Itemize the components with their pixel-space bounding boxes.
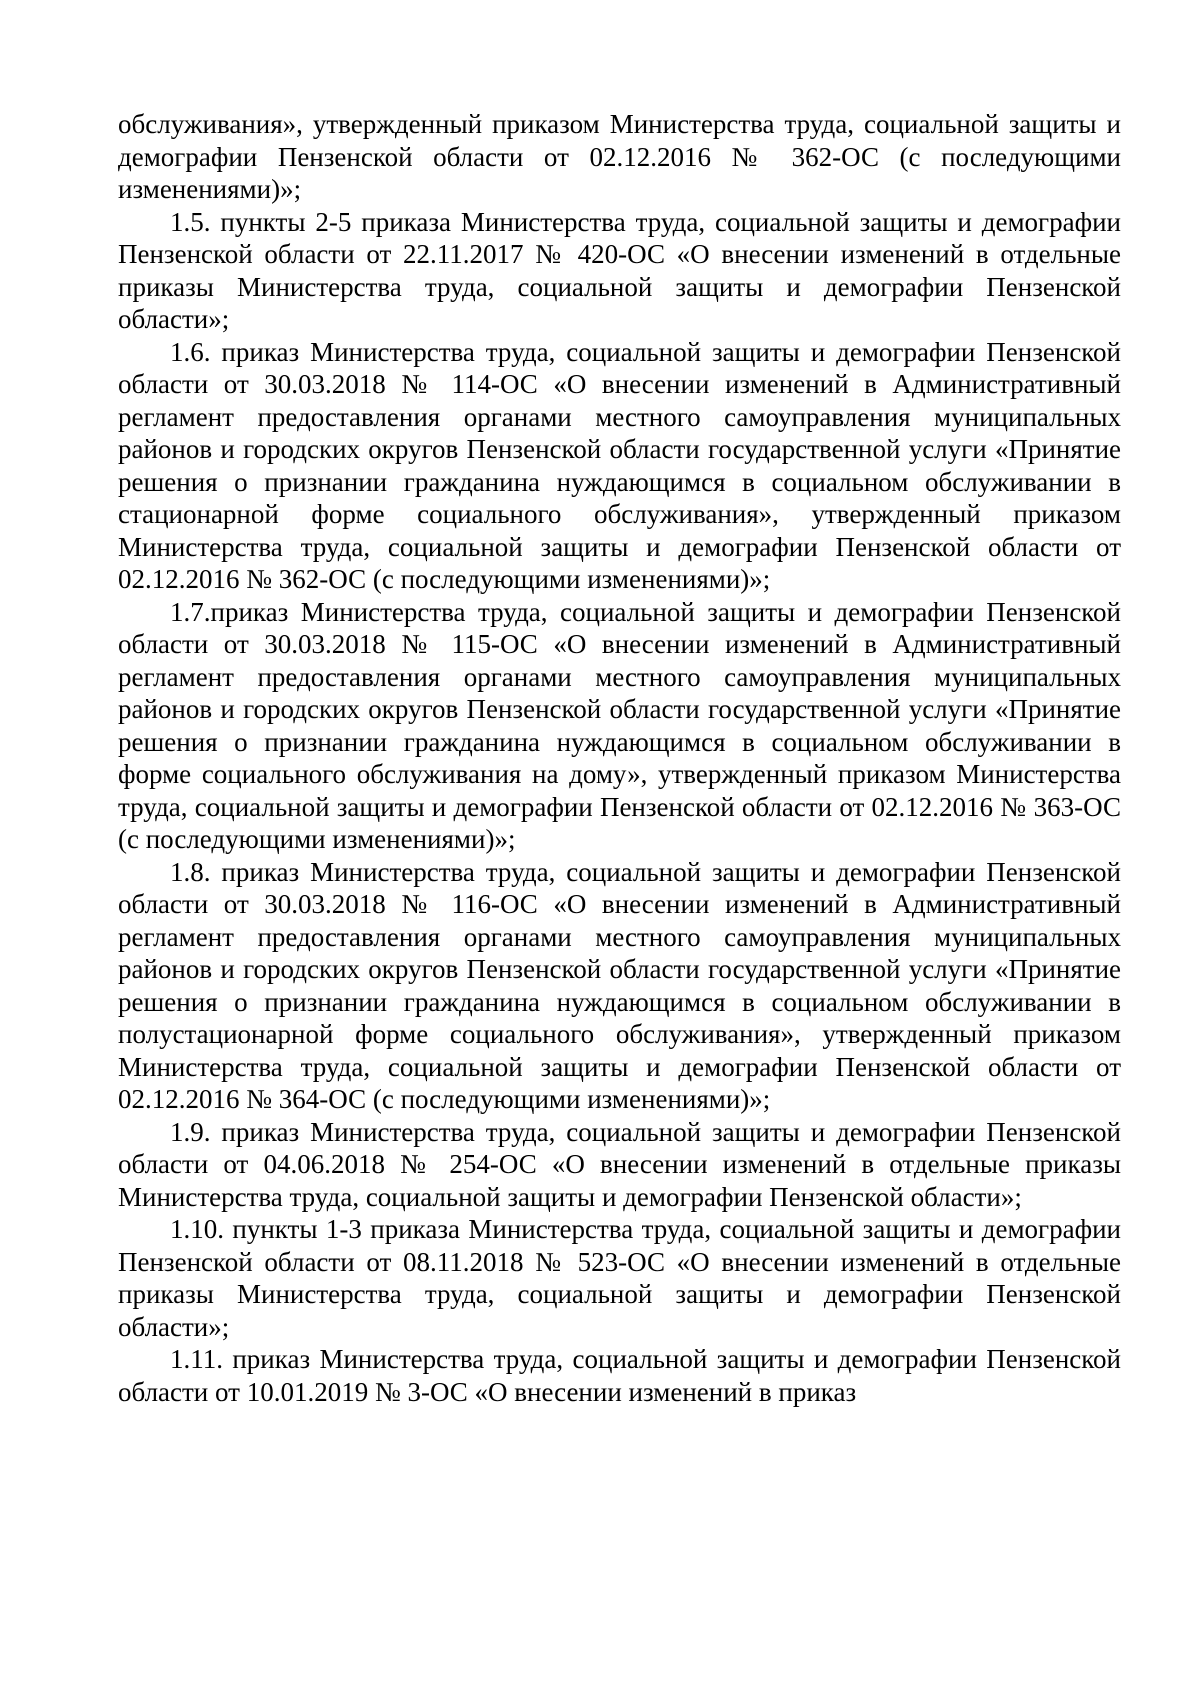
paragraph-1-8: 1.8. приказ Министерства труда, социальной защиты и демографии Пензенской области от 30.03.2018 № 116-ОС «О внесении изменений в Административный регламент предоставления органами местного самоуправления муниципальных районов и городских округов Пензенской области государственной услуги «Принятие решения о признании гражданина нуждающимся в социальном обслуживании в полустационарной форме социального обслуживания», утвержденный приказом Министерства труда, социальной защиты и демографии Пензенской области от 02.12.2016 № 364-ОС (с последующими изменениями)»; (118, 856, 1121, 1114)
continuation-paragraph: обслуживания», утвержденный приказом Министерства труда, социальной защиты и демографии Пензенской области от 02.12.2016 № 362-ОС (с последующими изменениями)»; (118, 109, 1121, 204)
paragraph-1-7: 1.7.приказ Министерства труда, социальной защиты и демографии Пензенской области от 30.03.2018 № 115-ОС «О внесении изменений в Административный регламент предоставления органами местного самоуправления муниципальных районов и городских округов Пензенской области государственной услуги «Принятие решения о признании гражданина нуждающимся в социальном обслуживании в форме социального обслуживания на дому», утвержденный приказом Министерства труда, социальной защиты и демографии Пензенской области от 02.12.2016 № 363-ОС (с последующими изменениями)»; (118, 596, 1121, 854)
document-body (118, 108, 1121, 1408)
paragraph-1-11: 1.11. приказ Министерства труда, социальной защиты и демографии Пензенской области от 10.01.2019 № 3-ОС «О внесении изменений в приказ (118, 1344, 1121, 1407)
paragraph-1-10: 1.10. пункты 1-3 приказа Министерства труда, социальной защиты и демографии Пензенской области от 08.11.2018 № 523-ОС «О внесении изменений в отдельные приказы Министерства труда, социальной защиты и демографии Пензенской области»; (118, 1214, 1121, 1342)
paragraph-1-6: 1.6. приказ Министерства труда, социальной защиты и демографии Пензенской области от 30.03.2018 № 114-ОС «О внесении изменений в Административный регламент предоставления органами местного самоуправления муниципальных районов и городских округов Пензенской области государственной услуги «Принятие решения о признании гражданина нуждающимся в социальном обслуживании в стационарной форме социального обслуживания», утвержденный приказом Министерства труда, социальной защиты и демографии Пензенской области от 02.12.2016 № 362-ОС (с последующими изменениями)»; (118, 336, 1121, 594)
paragraph-1-5: 1.5. пункты 2-5 приказа Министерства труда, социальной защиты и демографии Пензенской области от 22.11.2017 № 420-ОС «О внесении изменений в отдельные приказы Министерства труда, социальной защиты и демографии Пензенской области»; (118, 206, 1121, 334)
paragraph-1-9: 1.9. приказ Министерства труда, социальной защиты и демографии Пензенской области от 04.06.2018 № 254-ОС «О внесении изменений в отдельные приказы Министерства труда, социальной защиты и демографии Пензенской области»; (118, 1116, 1121, 1212)
